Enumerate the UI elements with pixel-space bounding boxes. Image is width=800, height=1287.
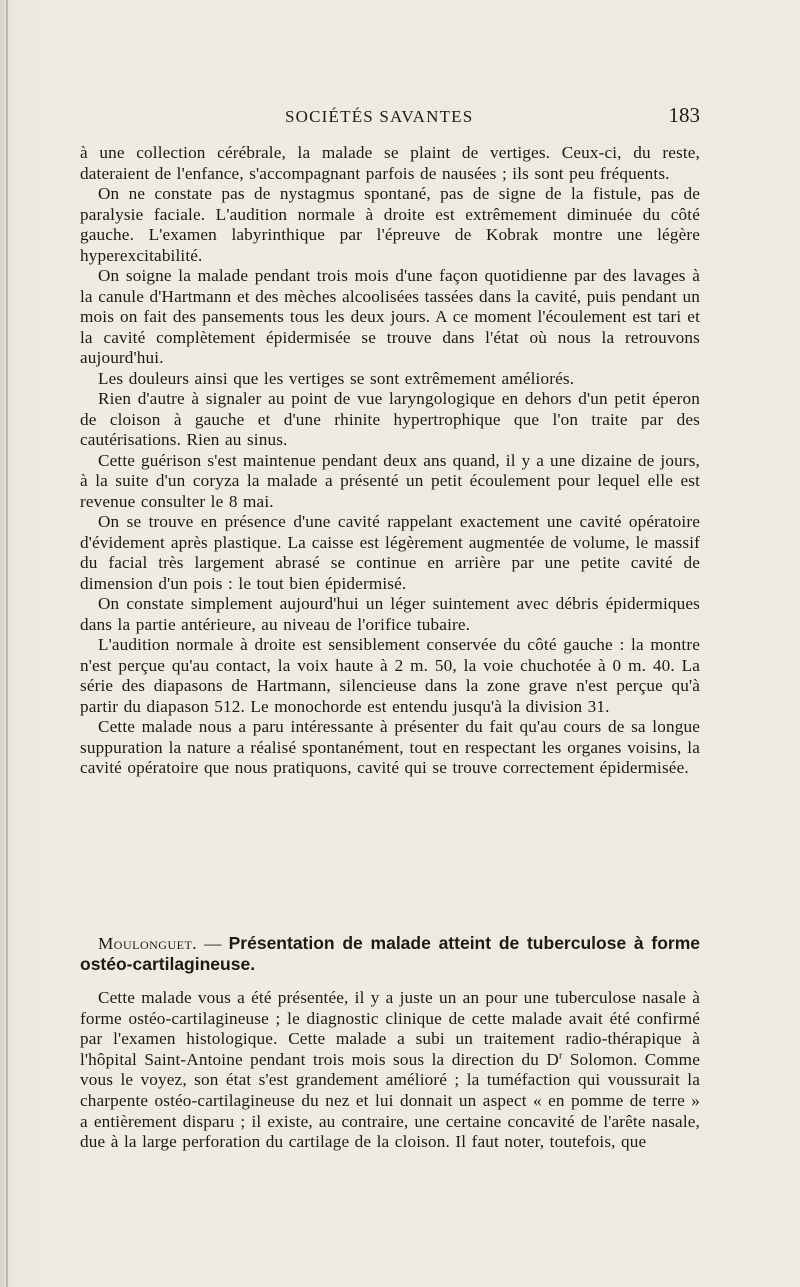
paragraph bbox=[80, 988, 700, 1153]
paragraph: On ne constate pas de nystagmus spontané, pas de signe de la fistule, pas de paralysie faciale. L'audition normale à droite est extrêmement diminuée du côté gauche. L'examen labyrinthique par l'épreuve de Kobrak montre une légère hyperexcitabilité. bbox=[80, 184, 700, 265]
paragraph: On soigne la malade pendant trois mois d'une façon quotidienne par des lavages à la canule d'Hartmann et des mèches alcoolisées tassées dans la cavité, puis pendant un mois on fait des pansements tous les deux jours. A ce moment l'écoulement est tari et la cavité complètement épidermisée se trouve dans l'état où nous la retrouvons aujourd'hui. bbox=[80, 266, 700, 367]
superscript: r bbox=[558, 1050, 563, 1062]
section-body bbox=[80, 988, 700, 1153]
section-title: Présentation de malade atteint de tuberculose à forme ostéo-cartilagineuse. bbox=[80, 933, 701, 974]
paragraph: Cette malade nous a paru intéressante à présenter du fait qu'au cours de sa longue suppuration la nature a réalisé spontanément, tout en respectant les organes voisins, la cavité opératoire que nous pratiquons, cavité qui se trouve correctement épidermisée. bbox=[80, 717, 700, 777]
section-heading bbox=[80, 933, 700, 975]
author-name: Moulonguet. bbox=[98, 934, 198, 953]
running-title: SOCIÉTÉS SAVANTES bbox=[285, 107, 474, 126]
paragraph-text: Solomon. Comme vous le voyez, son état s'est grandement amélioré ; la tuméfaction qui voussurait la charpente ostéo-cartilagineuse du nez et lui donnait un aspect « en pomme de terre » a entièrement disparu ; il existe, au contraire, une certaine concavité de l'arête nasale, due à la large perforation du cartilage de la cloison. Il faut noter, toutefois, que bbox=[80, 1049, 700, 1152]
page-header bbox=[80, 101, 700, 131]
paragraph: Les douleurs ainsi que les vertiges se sont extrêmement améliorés. bbox=[98, 368, 575, 388]
paragraph: L'audition normale à droite est sensiblement conservée du côté gauche : la montre n'est perçue qu'au contact, la voix haute à 2 m. 50, la voie chuchotée à 0 m. 40. La série des diapasons de Hartmann, silencieuse dans la zone grave n'est perçue qu'à partir du diapason 512. Le monochorde est entendu jusqu'à la division 31. bbox=[80, 635, 700, 716]
paragraph: On se trouve en présence d'une cavité rappelant exactement une cavité opératoire d'évidement après plastique. La caisse est légèrement augmentée de volume, le massif du facial très largement abrasé se continue en arrière par une petite cavité de dimension d'un pois : le tout bien épidermisé. bbox=[80, 512, 700, 593]
title-dash: — bbox=[197, 934, 229, 953]
page-number: 183 bbox=[668, 103, 700, 127]
section-title-line bbox=[80, 933, 700, 975]
binding-edge bbox=[6, 0, 8, 1287]
paragraph: Rien d'autre à signaler au point de vue laryngologique en dehors d'un petit éperon de cloison à gauche et d'une rhinite hypertrophique que l'on traite par des cautérisations. Rien au sinus. bbox=[80, 389, 700, 449]
paragraph: On constate simplement aujourd'hui un léger suintement avec débris épidermiques dans la partie antérieure, au niveau de l'orifice tubaire. bbox=[80, 594, 700, 634]
paragraph: à une collection cérébrale, la malade se plaint de vertiges. Ceux-ci, du reste, dateraient de l'enfance, s'accompagnant parfois de nausées ; ils sont peu fréquents. bbox=[80, 143, 700, 183]
paragraph: Cette guérison s'est maintenue pendant deux ans quand, il y a une dizaine de jours, à la suite d'un coryza la malade a présenté un petit écoulement pour lequel elle est revenue consulter le 8 mai. bbox=[80, 450, 700, 511]
paragraph-text: Cette malade vous a été présentée, il y a juste un an pour une tuberculose nasale à forme ostéo-cartilagineuse ; le diagnostic clinique de cette malade avait été confirmé par l'examen histologique. Cette malade a subi un traitement radio-thérapique à l'hôpital Saint-Antoine pendant trois mois sous la direction du D bbox=[80, 988, 700, 1069]
body-text bbox=[80, 143, 700, 779]
